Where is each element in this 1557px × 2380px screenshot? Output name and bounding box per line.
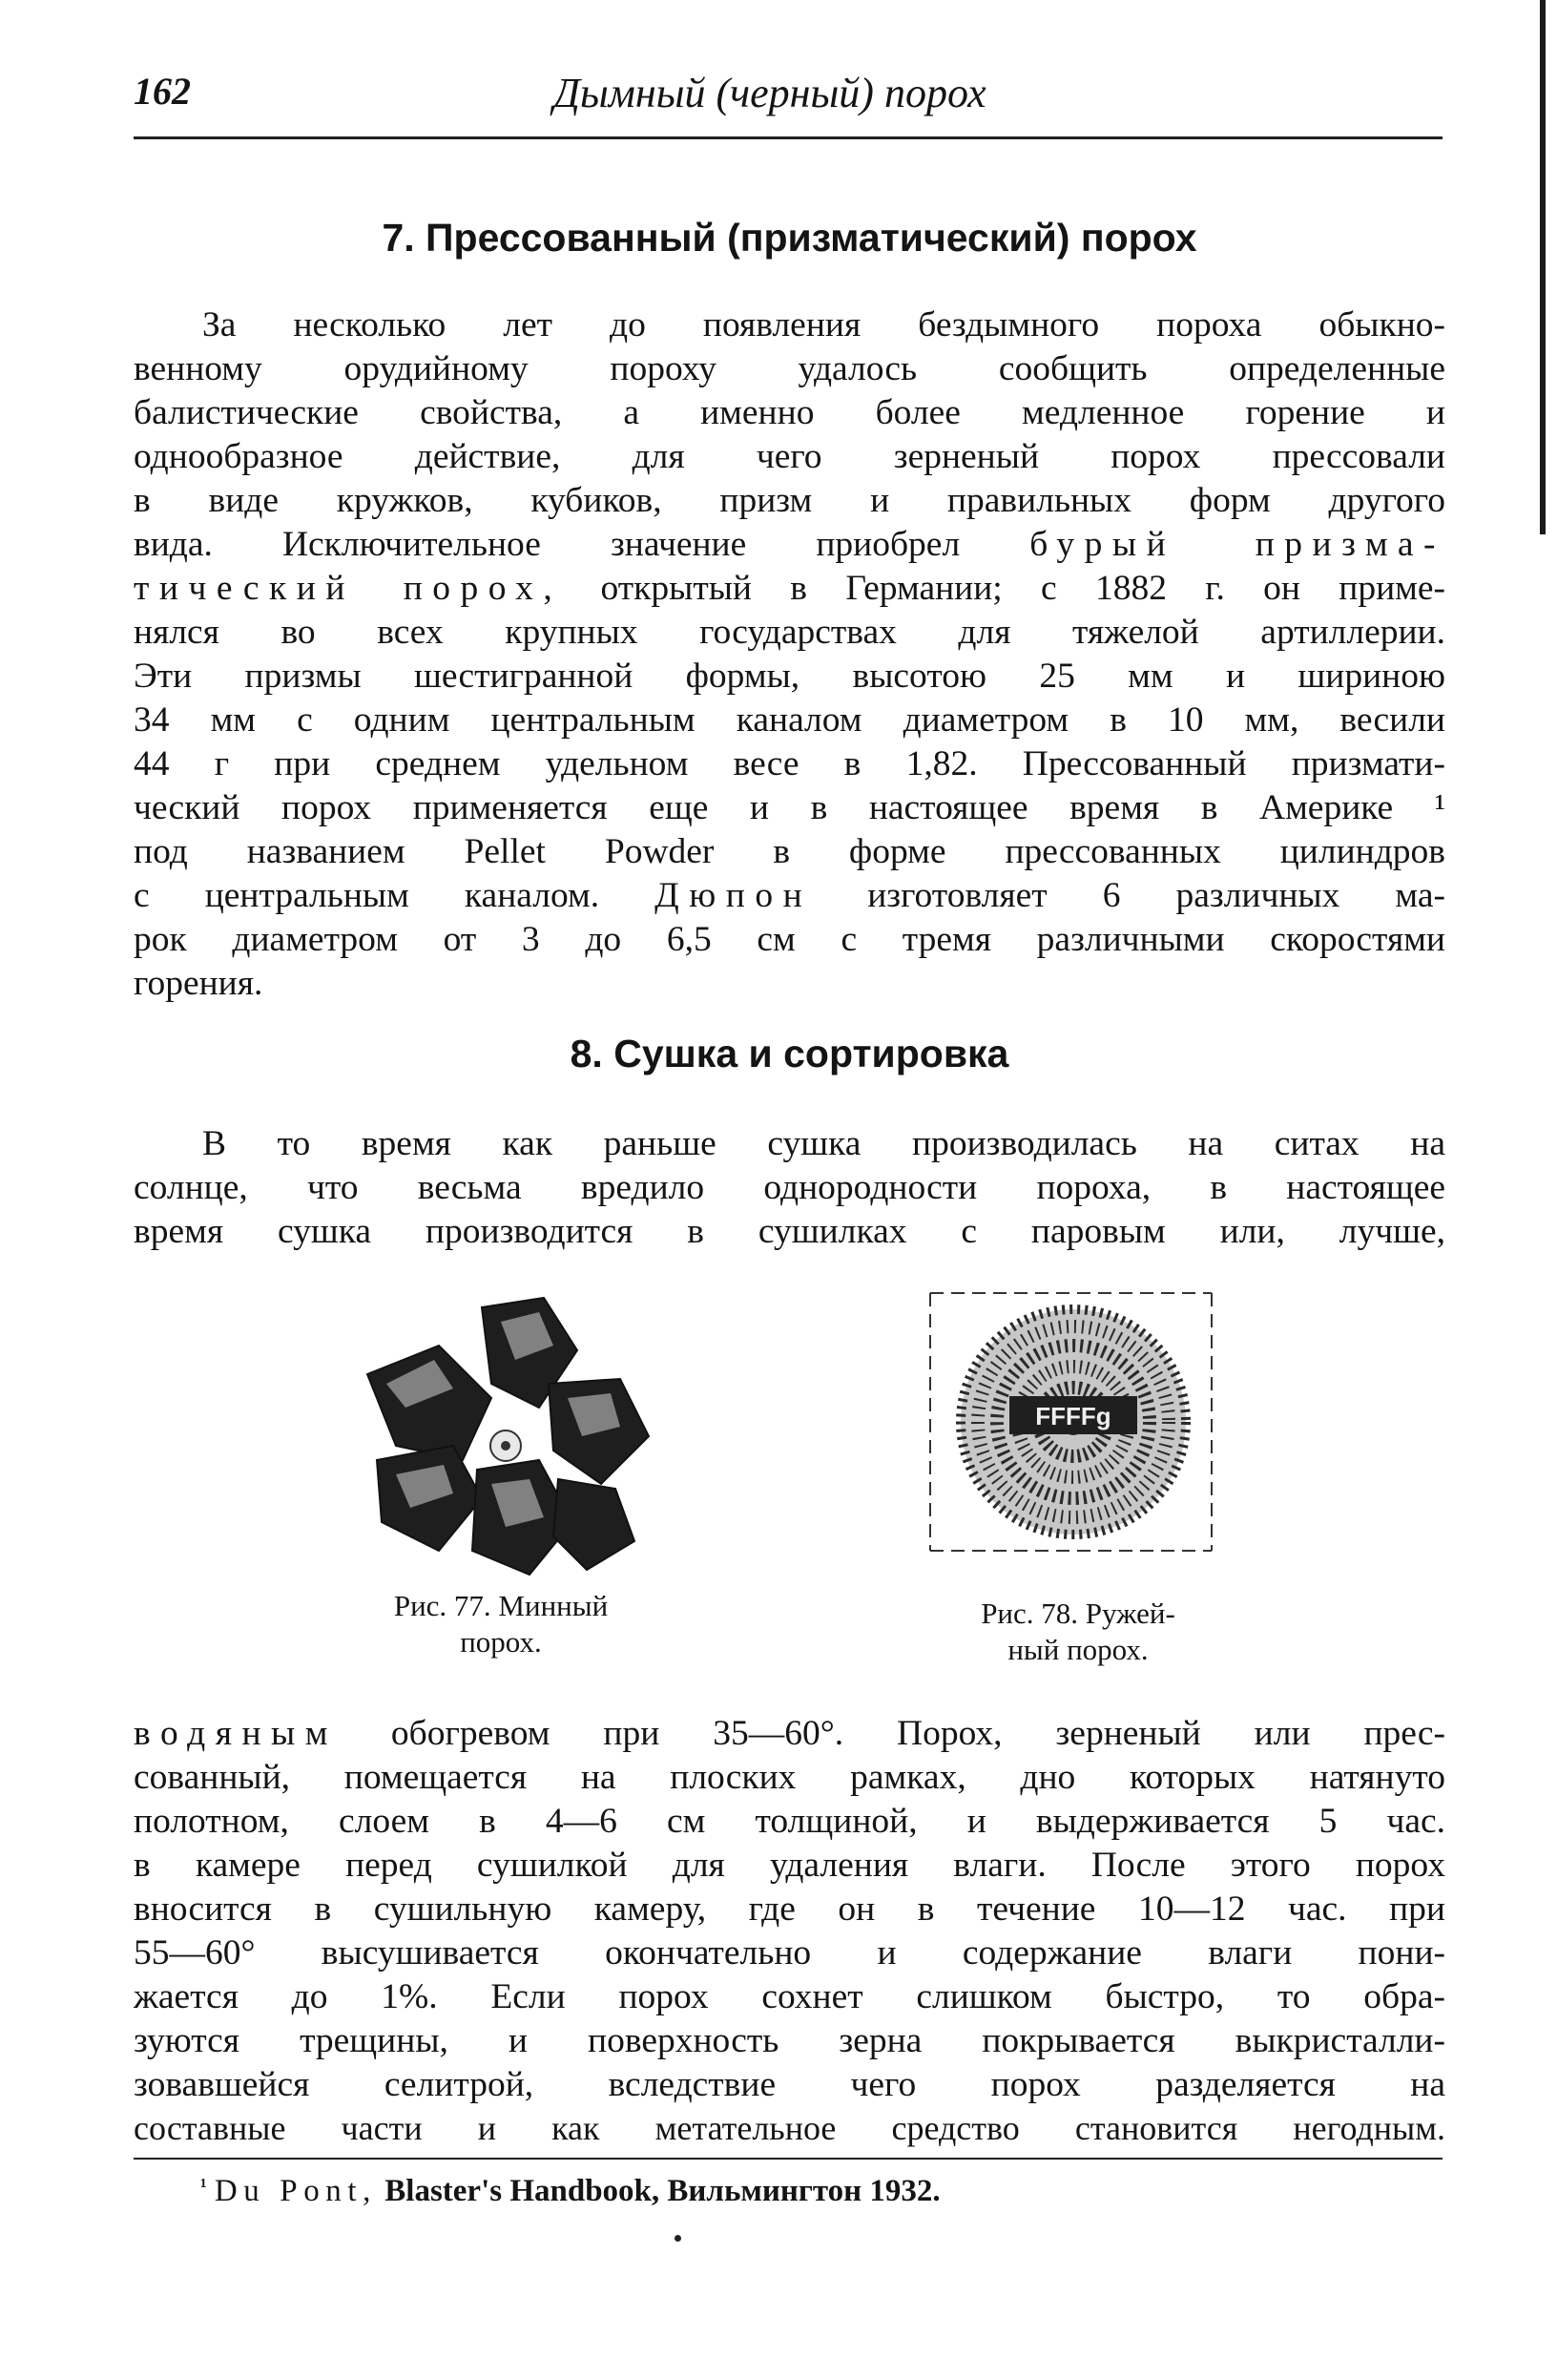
caption-line: ный порох.	[1007, 1633, 1149, 1666]
text-line: балистические свойства, а именно более медленное горение и	[134, 393, 1445, 432]
text-line: нялся во всех крупных государствах для тяжелой артиллерии.	[134, 613, 1445, 652]
text-line: сованный, помещается на плоских рамках, дно которых натянуто	[134, 1758, 1445, 1797]
running-title: Дымный (черный) порох	[553, 70, 986, 116]
text-line: 55—60° высушивается окончательно и содержание влаги пони-	[134, 1933, 1445, 1973]
figure-77-caption	[339, 1588, 663, 1660]
rifle-powder-illustration	[925, 1284, 1221, 1560]
text-line: зуются трещины, и поверхность зерна покрывается выкристалли-	[134, 2021, 1445, 2060]
text-line: полотном, слоем в 4—6 см толщиной, и выдерживается 5 час.	[134, 1802, 1445, 1841]
text-line	[134, 874, 1445, 918]
powder-label: FFFFg	[1035, 1402, 1111, 1430]
text-line: горения.	[134, 964, 263, 1003]
page-number: 162	[134, 70, 191, 113]
page-header	[134, 69, 1445, 136]
text-line: ческий порох применяется еще и в настоящее время в Америке ¹	[134, 788, 1445, 827]
text-span: открытый в Германии; с 1882 г. он приме-	[600, 569, 1446, 608]
text-line: венному орудийному пороху удалось сообщить определенные	[134, 349, 1445, 388]
footnote-marker: ¹	[200, 2174, 207, 2198]
mine-powder-illustration	[348, 1293, 658, 1579]
figure-78-caption	[930, 1596, 1226, 1668]
text-line: вносится в сушильную камеру, где он в течение 10—12 час. при	[134, 1889, 1445, 1929]
section-8-title: 8. Сушка и сортировка	[570, 1032, 1009, 1075]
footnote	[200, 2174, 941, 2209]
text-span: обогревом при 35—60°. Порох, зерненый или прес-	[390, 1714, 1445, 1753]
text-line: 34 мм с одним центральным каналом диаметром в 10 мм, весили	[134, 700, 1445, 740]
text-line: рок диаметром от 3 до 6,5 см с тремя различными скоростями	[134, 920, 1445, 959]
text-line: в камере перед сушилкой для удаления влаги. После этого порох	[134, 1846, 1445, 1885]
text-line: За несколько лет до появления бездымного пороха обыкно-	[202, 305, 1445, 344]
caption-line: Рис. 78. Ружей-	[981, 1597, 1175, 1630]
figure-78-rifle-powder	[925, 1284, 1221, 1560]
footnote-author: Du Pont,	[214, 2174, 378, 2208]
text-line: В то время как раньше сушка производилась на ситах на	[202, 1124, 1445, 1163]
caption-line: Рис. 77. Минный	[393, 1589, 609, 1622]
text-line	[134, 1712, 1445, 1756]
text-line: однообразное действие, для чего зерненый порох прессовали	[134, 437, 1445, 476]
text-line: составные части и как метательное средство становится негодным.	[134, 2109, 1445, 2147]
caption-line: порох.	[460, 1625, 542, 1659]
text-line: 44 г при среднем удельном весе в 1,82. Прессованный призмати-	[134, 744, 1445, 783]
spaced-term: водяным	[134, 1714, 338, 1753]
text-line	[134, 523, 1445, 567]
text-line: жается до 1%. Если порох сохнет слишком быстро, то обра-	[134, 1977, 1445, 2016]
spaced-term: тический порох,	[134, 569, 563, 608]
text-span: с центральным каналом.	[134, 876, 600, 915]
text-line: время сушка производится в сушилках с паровым или, лучше,	[134, 1212, 1445, 1251]
page-edge-line-lower	[1540, 153, 1545, 534]
spaced-term: Дюпон	[654, 876, 813, 915]
header-rule	[134, 136, 1443, 139]
page-mark	[675, 2235, 681, 2242]
text-line	[134, 567, 1445, 611]
text-span: вида. Исключительное значение приобрел	[134, 525, 961, 564]
text-line: зовавшейся селитрой, вследствие чего порох разделяется на	[134, 2065, 1445, 2104]
footnote-rule	[134, 2158, 1443, 2160]
section-7-title: 7. Прессованный (призматический) порох	[382, 216, 1197, 260]
figure-77-mine-powder	[348, 1293, 658, 1579]
spaced-term: бурый призма-	[1029, 525, 1445, 564]
text-line: в виде кружков, кубиков, призм и правильных форм другого	[134, 481, 1445, 520]
text-line: солнце, что весьма вредило однородности пороха, в настоящее	[134, 1168, 1445, 1207]
text-line: Эти призмы шестигранной формы, высотою 25 мм и шириною	[134, 657, 1445, 696]
text-line: под названием Pellet Powder в форме прессованных цилиндров	[134, 832, 1445, 871]
footnote-text: Blaster's Handbook, Вильмингтон 1932.	[384, 2174, 941, 2208]
text-span: изготовляет 6 различных ма-	[867, 876, 1446, 915]
